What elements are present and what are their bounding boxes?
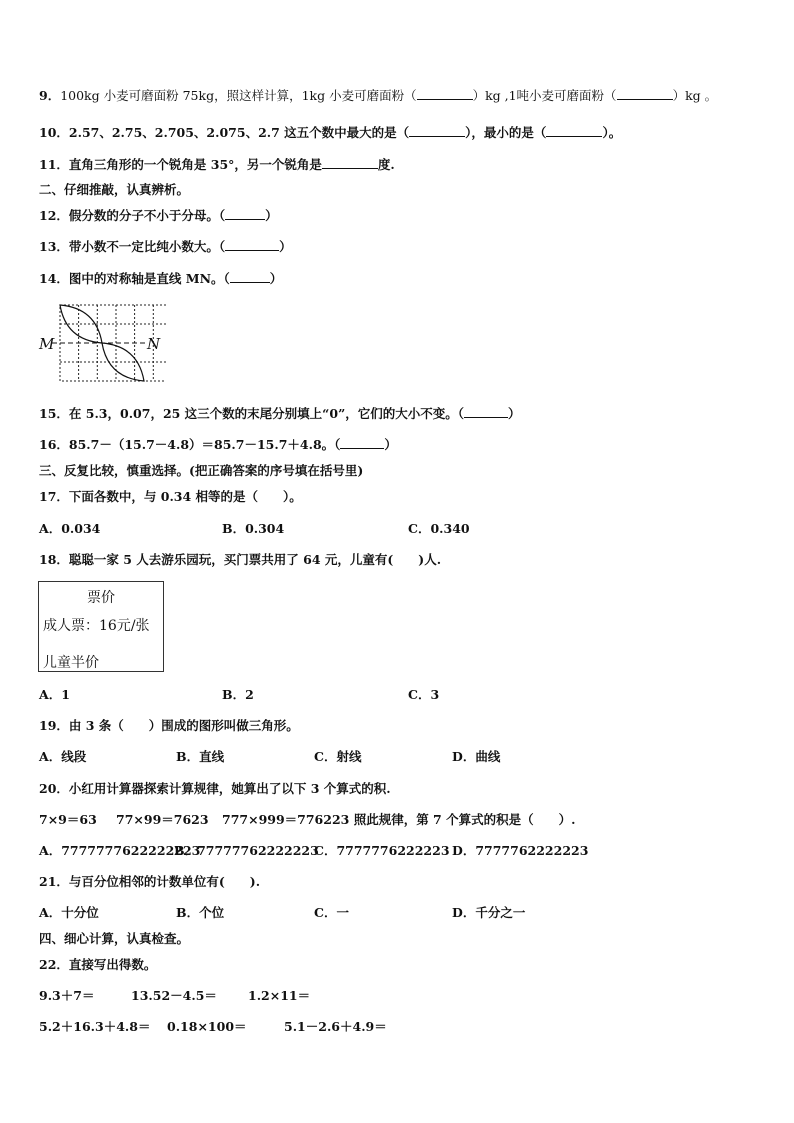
option-b[interactable]: B．77777762222223 xyxy=(174,843,319,858)
answer-blank[interactable] xyxy=(230,271,270,283)
answer-blank[interactable] xyxy=(322,157,378,169)
answer-blank[interactable] xyxy=(617,88,673,100)
question-text: 14．图中的对称轴是直线 MN。（ xyxy=(39,271,230,286)
question-22-stem: 22．直接写出得数。 xyxy=(39,957,157,972)
option-a[interactable]: A．十分位 xyxy=(39,905,99,920)
ticket-adult-price: 成人票：16元/张 xyxy=(43,618,150,634)
section-heading-4: 四、细心计算，认真检查。 xyxy=(39,931,190,946)
answer-blank[interactable] xyxy=(417,88,473,100)
option-c[interactable]: C．一 xyxy=(314,905,349,920)
answer-blank[interactable] xyxy=(464,406,508,418)
answer-blank[interactable] xyxy=(225,208,265,220)
question-13 xyxy=(39,239,292,255)
option-c[interactable]: C．7777776222223 xyxy=(314,843,450,858)
question-text: 15．在 5.3，0.07，25 这三个数的末尾分别填上“0”，它们的大小不变。（ xyxy=(39,406,465,421)
option-d[interactable]: D．曲线 xyxy=(452,749,501,764)
section-heading-3: 三、反复比较，慎重选择。(把正确答案的序号填在括号里) xyxy=(39,463,364,478)
question-number: 9． xyxy=(39,88,61,103)
ticket-child-price: 儿童半价 xyxy=(43,655,99,671)
question-text: ） xyxy=(384,437,397,452)
option-c[interactable]: C．3 xyxy=(408,687,440,702)
option-b[interactable]: B．个位 xyxy=(176,905,225,920)
ticket-price-box xyxy=(38,581,164,672)
option-b[interactable]: B．0.304 xyxy=(222,521,285,536)
question-text: ） xyxy=(508,406,521,421)
answer-blank[interactable] xyxy=(340,437,384,449)
question-text: 10．2.57、2.75、2.705、2.075、2.7 这五个数中最大的是（ xyxy=(39,125,410,140)
question-text: ） xyxy=(279,239,292,254)
ticket-title: 票价 xyxy=(87,590,115,606)
expression-2: 77×99＝7623 xyxy=(116,812,209,827)
question-text: ） xyxy=(265,208,278,223)
question-text: ） xyxy=(269,271,283,286)
question-21-stem: 21．与百分位相邻的计数单位有( ). xyxy=(39,874,261,889)
question-11 xyxy=(39,157,395,173)
option-a[interactable]: A．7777777622222223 xyxy=(39,843,201,858)
label-m: M xyxy=(39,335,55,353)
question-text: ）kg ,1吨小麦可磨面粉（ xyxy=(472,88,617,103)
question-10 xyxy=(39,125,621,141)
option-c[interactable]: C．射线 xyxy=(314,749,362,764)
question-text: 100kg 小麦可磨面粉 75kg，照这样计算，1kg 小麦可磨面粉（ xyxy=(60,88,417,103)
option-a[interactable]: A．0.034 xyxy=(39,521,101,536)
question-text: ），最小的是（ xyxy=(465,125,547,140)
question-text: ）kg 。 xyxy=(672,88,718,103)
question-text: 16．85.7－（15.7－4.8）＝85.7－15.7＋4.8。（ xyxy=(39,437,341,452)
question-17-stem: 17．下面各数中，与 0.34 相等的是（ ）。 xyxy=(39,489,302,504)
expression-1: 7×9＝63 xyxy=(39,812,97,827)
question-20-stem: 20．小红用计算器探索计算规律，她算出了以下 3 个算式的积. xyxy=(39,781,391,796)
question-9 xyxy=(39,88,717,104)
symmetry-figure xyxy=(36,302,166,386)
calc-item: 5.1－2.6＋4.9＝ xyxy=(284,1019,387,1034)
option-d[interactable]: D．7777762222223 xyxy=(452,843,589,858)
question-text: 13．带小数不一定比纯小数大。（ xyxy=(39,239,226,254)
calc-item: 5.2＋16.3＋4.8＝ xyxy=(39,1019,151,1034)
question-18-stem: 18．聪聪一家 5 人去游乐园玩，买门票共用了 64 元，儿童有( )人. xyxy=(39,552,442,567)
question-text: ）。 xyxy=(602,125,622,140)
calc-item: 13.52－4.5＝ xyxy=(131,988,217,1003)
question-text: 11．直角三角形的一个锐角是 35°，另一个锐角是 xyxy=(39,157,322,172)
question-19-stem: 19．由 3 条（ ）围成的图形叫做三角形。 xyxy=(39,718,299,733)
option-b[interactable]: B．直线 xyxy=(176,749,225,764)
question-12 xyxy=(39,208,278,224)
option-a[interactable]: A．线段 xyxy=(39,749,87,764)
expression-3: 777×999＝776223 照此规律，第 7 个算式的积是（ ）. xyxy=(222,812,576,827)
label-n: N xyxy=(147,335,161,353)
question-text: 度. xyxy=(377,157,395,172)
question-16 xyxy=(39,437,397,453)
question-15 xyxy=(39,406,521,422)
answer-blank[interactable] xyxy=(225,239,279,251)
option-b[interactable]: B．2 xyxy=(222,687,254,702)
calc-item: 9.3＋7＝ xyxy=(39,988,95,1003)
answer-blank[interactable] xyxy=(409,125,465,137)
calc-item: 1.2×11＝ xyxy=(248,988,311,1003)
section-heading-2: 二、仔细推敲，认真辨析。 xyxy=(39,182,190,197)
calc-item: 0.18×100＝ xyxy=(167,1019,247,1034)
answer-blank[interactable] xyxy=(546,125,602,137)
option-c[interactable]: C．0.340 xyxy=(408,521,470,536)
option-a[interactable]: A．1 xyxy=(39,687,70,702)
question-14 xyxy=(39,271,282,287)
question-text: 12．假分数的分子不小于分母。（ xyxy=(39,208,226,223)
option-d[interactable]: D．千分之一 xyxy=(452,905,526,920)
